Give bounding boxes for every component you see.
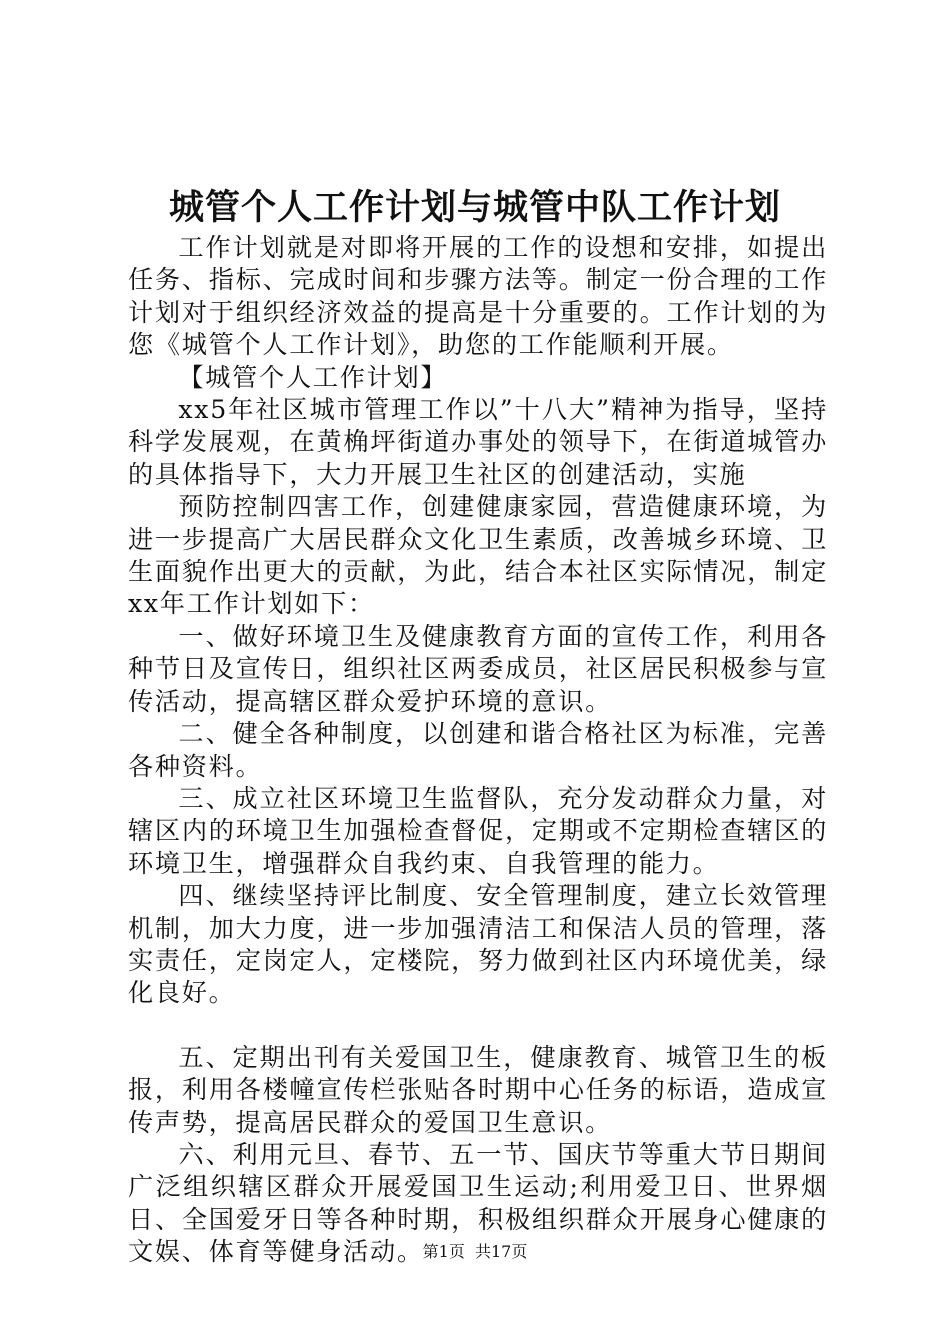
section-heading: 【城管个人工作计划】 — [178, 362, 448, 392]
page-footer — [0, 1241, 950, 1263]
page-number-label: 第1页 共17页 — [422, 1242, 528, 1261]
plan-item-1: 一、做好环境卫生及健康教育方面的宣传工作，利用各种节日及宣传日，组织社区两委成员，社区居民积极参与宣传活动，提高辖区群众爱护环境的意识。 — [128, 621, 828, 716]
paragraph-gap — [128, 1010, 828, 1042]
document-body — [128, 232, 828, 1269]
plan-item-4: 四、继续坚持评比制度、安全管理制度，建立长效管理机制，加大力度，进一步加强清洁工和保洁人员的管理，落实责任，定岗定人，定楼院，努力做到社区内环境优美，绿化良好。 — [128, 881, 828, 1008]
document-title: 城管个人工作计划与城管中队工作计划 — [168, 187, 781, 228]
body-paragraph: 预防控制四害工作，创建健康家园，营造健康环境，为进一步提高广大居民群众文化卫生素质，改善城乡环境、卫生面貌作出更大的贡献，为此，结合本社区实际情况，制定xx年工作计划如下： — [128, 492, 828, 619]
body-paragraph: xx5年社区城市管理工作以”十八大”精神为指导，坚持科学发展观，在黄桷坪街道办事处的领导下，在街道城管办的具体指导下，大力开展卫生社区的创建活动，实施 — [128, 395, 828, 489]
intro-paragraph: 工作计划就是对即将开展的工作的设想和安排，如提出任务、指标、完成时间和步骤方法等。制定一份合理的工作计划对于组织经济效益的提高是十分重要的。工作计划的为您《城管个人工作计划》，助您的工作能顺利开展。 — [128, 233, 828, 360]
plan-item-3: 三、成立社区环境卫生监督队，充分发动群众力量，对辖区内的环境卫生加强检查督促，定期或不定期检查辖区的环境卫生，增强群众自我约束、自我管理的能力。 — [128, 783, 828, 878]
plan-item-6: 六、利用元旦、春节、五一节、国庆节等重大节日期间广泛组织辖区群众开展爱国卫生运动;利用爱卫日、世界烟日、全国爱牙日等各种时期，积极组织群众开展身心健康的文娱、体育等健身活动。 — [128, 1139, 828, 1267]
plan-item-2: 二、健全各种制度，以创建和谐合格社区为标准，完善各种资料。 — [128, 719, 828, 781]
plan-item-5: 五、定期出刊有关爱国卫生，健康教育、城管卫生的板报，利用各楼幢宣传栏张贴各时期中心任务的标语，造成宣传声势，提高居民群众的爱国卫生意识。 — [128, 1042, 828, 1137]
